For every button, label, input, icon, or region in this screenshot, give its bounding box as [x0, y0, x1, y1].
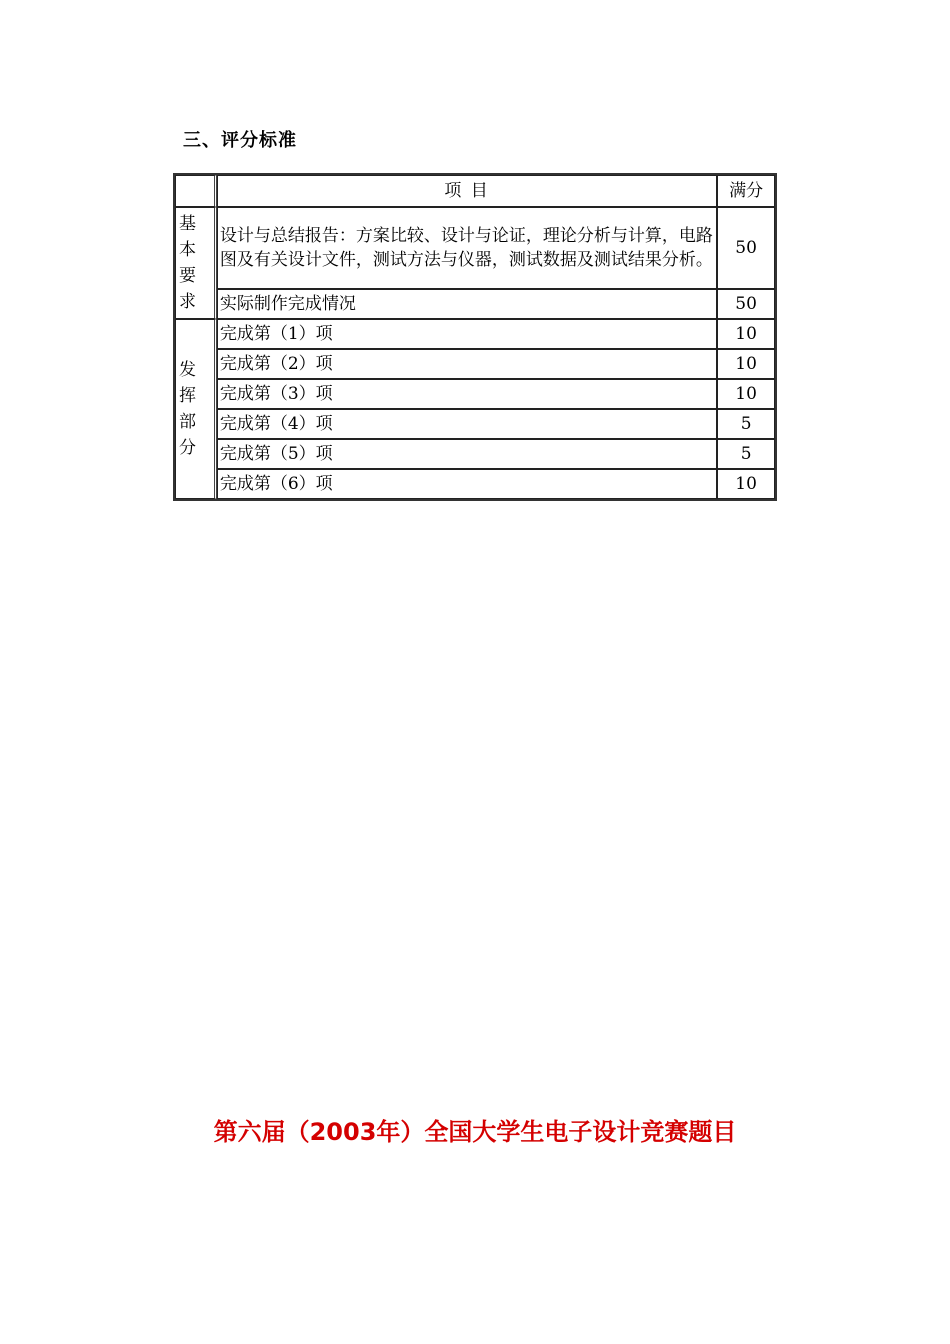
table-row — [175, 319, 775, 349]
category-char: 本 — [179, 240, 196, 260]
table-row — [175, 207, 775, 289]
category-char: 求 — [179, 292, 196, 312]
item-cell: 完成第（4）项 — [217, 409, 717, 439]
category-char: 部 — [179, 412, 196, 432]
score-cell: 10 — [717, 319, 775, 349]
header-item-cell: 项 目 — [217, 175, 717, 207]
table-row — [175, 379, 775, 409]
category-char: 基 — [179, 214, 196, 234]
table-row — [175, 289, 775, 319]
table-row — [175, 349, 775, 379]
item-cell: 完成第（5）项 — [217, 439, 717, 469]
item-cell: 完成第（1）项 — [217, 319, 717, 349]
category-char: 分 — [179, 438, 196, 458]
score-cell: 5 — [717, 439, 775, 469]
item-cell: 完成第（3）项 — [217, 379, 717, 409]
competition-title: 第六届（2003年）全国大学生电子设计竞赛题目 — [213, 1118, 737, 1146]
table-row — [175, 469, 775, 499]
score-cell: 10 — [717, 469, 775, 499]
header-category-cell — [175, 175, 217, 207]
score-cell: 50 — [717, 207, 775, 289]
item-cell: 实际制作完成情况 — [217, 289, 717, 319]
item-cell: 设计与总结报告：方案比较、设计与论证，理论分析与计算，电路图及有关设计文件，测试方法与仪器，测试数据及测试结果分析。 — [217, 207, 717, 289]
category-char: 发 — [179, 360, 196, 380]
table-header-row — [175, 175, 775, 207]
item-cell: 完成第（6）项 — [217, 469, 717, 499]
scoring-table — [173, 173, 777, 501]
item-cell: 完成第（2）项 — [217, 349, 717, 379]
score-cell: 5 — [717, 409, 775, 439]
score-cell: 10 — [717, 349, 775, 379]
category-char: 要 — [179, 266, 196, 286]
category-extended-part — [175, 319, 217, 499]
header-score-cell: 满分 — [717, 175, 775, 207]
table-row — [175, 409, 775, 439]
table-row — [175, 439, 775, 469]
score-cell: 50 — [717, 289, 775, 319]
section-heading: 三、评分标准 — [183, 130, 297, 151]
score-cell: 10 — [717, 379, 775, 409]
category-basic-requirements — [175, 207, 217, 319]
category-char: 挥 — [179, 386, 196, 406]
